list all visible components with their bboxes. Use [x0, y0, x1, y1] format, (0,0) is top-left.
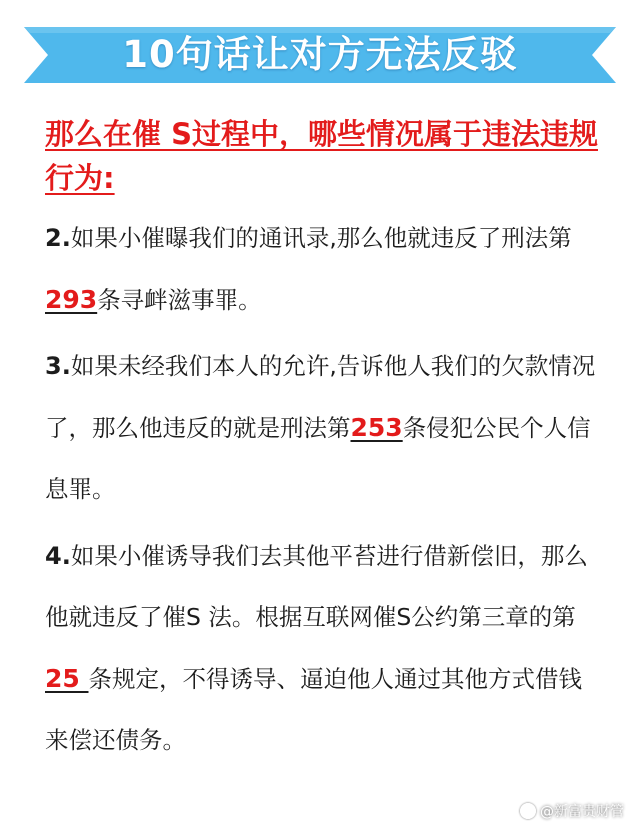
item-text-before: 如果小催曝我们的通讯录,那么他就违反了刑法第 [70, 224, 572, 252]
item-text-after: 条寻衅滋事罪。 [97, 286, 262, 314]
watermark-logo-icon [520, 803, 536, 819]
title-banner [24, 27, 616, 83]
heading-line-2: 行为: [45, 161, 115, 195]
item-text-before: 如果小催诱导我们去其他平苔进行借新偿旧，那么他就违反了催S 法。根据互联网催S公约第三章的第 [45, 542, 588, 631]
section-heading [45, 112, 605, 200]
item-text-before: 如果未经我们本人的允许,告诉他人我们的欠款情况了，那么他违反的就是刑法第 [45, 352, 596, 442]
law-article-number: 253 [350, 413, 403, 442]
item-number: 2. [45, 224, 71, 252]
watermark [520, 801, 624, 821]
heading-line-1: 那么在催 S过程中，哪些情况属于违法违规 [45, 117, 598, 151]
law-article-number: 293 [45, 285, 98, 314]
list-item [45, 526, 605, 771]
list-item [45, 336, 605, 520]
item-text-after: 条侵犯公民个人信息罪。 [45, 414, 591, 503]
item-text-after: 条规定，不得诱导、逼迫他人通过其他方式借钱来偿还债务。 [45, 665, 582, 754]
list-item [45, 208, 605, 331]
law-article-number: 25 [45, 664, 89, 693]
page-title: 10句话让对方无法反驳 [122, 33, 518, 76]
item-number: 4. [45, 542, 71, 570]
item-number: 3. [45, 352, 71, 380]
watermark-text: @新富贵财管 [540, 804, 624, 820]
